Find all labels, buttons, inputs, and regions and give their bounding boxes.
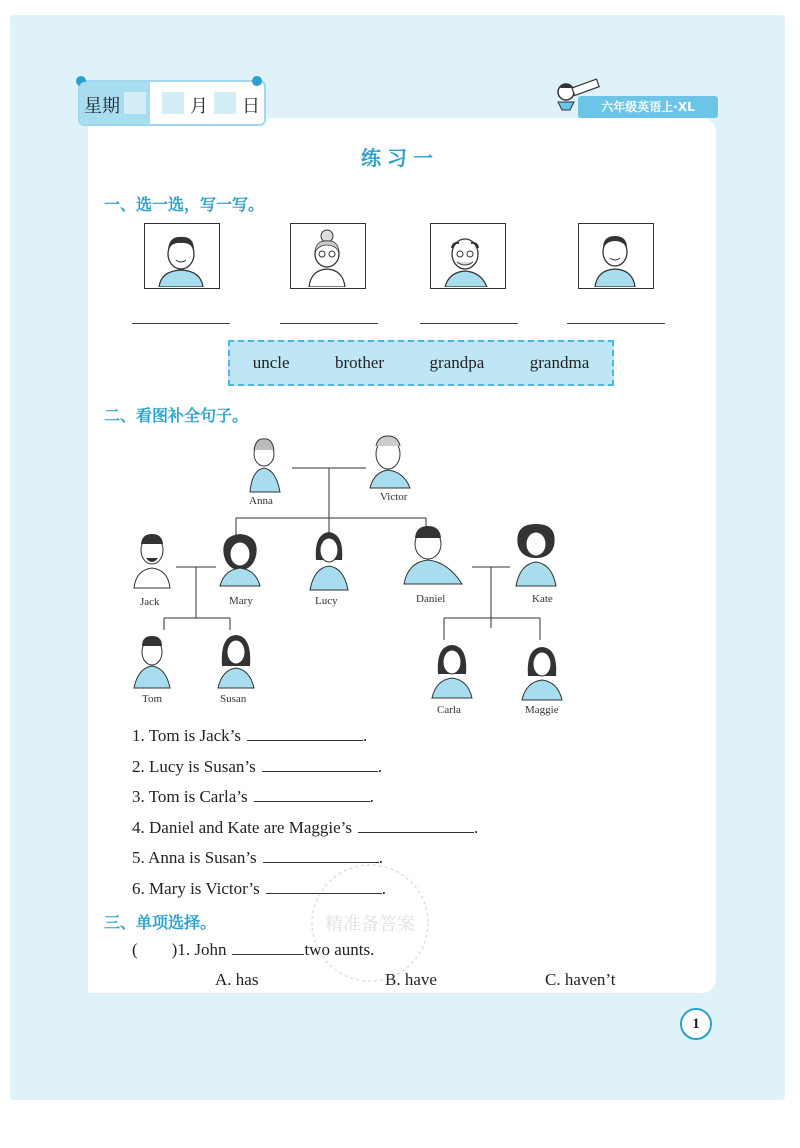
family-tree xyxy=(120,430,580,720)
boy-portrait-icon xyxy=(579,224,652,287)
sentence-end: . xyxy=(363,726,368,745)
person-mary-icon xyxy=(220,534,260,586)
sentence-end: . xyxy=(369,787,374,806)
answer-paren[interactable]: ( ) xyxy=(132,940,178,959)
answer-blank[interactable] xyxy=(247,739,363,741)
picture-grandma xyxy=(290,223,366,289)
sentence-4 xyxy=(132,818,478,838)
sentence-1 xyxy=(132,726,367,746)
family-tree-lines xyxy=(164,468,540,640)
picture-uncle xyxy=(144,223,220,289)
name-label-lucy: Lucy xyxy=(315,595,338,607)
name-label-susan: Susan xyxy=(220,693,247,705)
answer-line[interactable] xyxy=(567,323,665,324)
sentence-text: 2. Lucy is Susan’s xyxy=(132,757,256,776)
name-label-mary: Mary xyxy=(229,595,253,607)
weekday-field[interactable] xyxy=(124,92,146,114)
pin-icon xyxy=(252,76,262,86)
answer-line[interactable] xyxy=(132,323,230,324)
picture-brother xyxy=(578,223,654,289)
word-option: grandpa xyxy=(429,353,485,372)
man-portrait-icon xyxy=(145,224,218,287)
question-stem: 1. John xyxy=(177,940,227,959)
word-option: grandma xyxy=(529,353,590,372)
name-label-maggie: Maggie xyxy=(525,704,559,716)
watermark-stamp-icon xyxy=(305,858,435,988)
answer-line[interactable] xyxy=(420,323,518,324)
option-b[interactable]: B. have xyxy=(385,970,437,989)
person-susan-icon xyxy=(218,635,254,688)
person-carla-icon xyxy=(432,645,472,698)
name-label-victor: Victor xyxy=(380,491,408,503)
sentence-text: 6. Mary is Victor’s xyxy=(132,879,260,898)
word-bank xyxy=(228,340,614,386)
sentence-text: 5. Anna is Susan’s xyxy=(132,848,257,867)
page-title: 练习一 xyxy=(361,146,439,170)
person-victor-icon xyxy=(370,436,410,488)
answer-blank[interactable] xyxy=(262,770,378,772)
answer-blank[interactable] xyxy=(358,831,474,833)
day-label: 日 xyxy=(242,96,260,117)
name-label-anna: Anna xyxy=(249,495,273,507)
person-daniel-icon xyxy=(404,526,462,584)
section3-heading: 三、单项选择。 xyxy=(104,913,217,932)
day-field[interactable] xyxy=(214,92,236,114)
date-box xyxy=(78,80,266,126)
sentence-end: . xyxy=(381,879,386,898)
sentence-text: 4. Daniel and Kate are Maggie’s xyxy=(132,818,352,837)
name-label-jack: Jack xyxy=(140,596,160,608)
picture-grandpa xyxy=(430,223,506,289)
person-maggie-icon xyxy=(522,647,562,700)
month-field[interactable] xyxy=(162,92,184,114)
answer-line[interactable] xyxy=(280,323,378,324)
old-man-portrait-icon xyxy=(431,224,504,287)
sentence-end: . xyxy=(377,757,382,776)
sentence-2 xyxy=(132,757,382,777)
grade-tag: 六年级英语上·XL xyxy=(578,96,718,118)
svg-text:精准备答案: 精准备答案 xyxy=(325,914,415,935)
sentence-text: 1. Tom is Jack’s xyxy=(132,726,241,745)
person-kate-icon xyxy=(516,524,556,586)
name-label-tom: Tom xyxy=(142,693,163,705)
section1-heading: 一、选一选，写一写。 xyxy=(104,195,265,214)
question-stem-end: two aunts. xyxy=(304,940,375,959)
name-label-daniel: Daniel xyxy=(416,593,446,605)
page-number: 1 xyxy=(680,1008,712,1040)
section2-heading: 二、看图补全句子。 xyxy=(104,406,249,425)
sentence-end: . xyxy=(378,848,383,867)
month-label: 月 xyxy=(190,96,208,117)
name-label-kate: Kate xyxy=(532,593,553,605)
word-option: brother xyxy=(335,353,385,372)
sentence-end: . xyxy=(473,818,479,837)
person-tom-icon xyxy=(134,636,170,688)
answer-blank[interactable] xyxy=(232,953,304,955)
option-a[interactable]: A. has xyxy=(215,970,259,989)
weekday-label: 星期 xyxy=(84,96,120,117)
person-lucy-icon xyxy=(310,532,348,590)
word-option: uncle xyxy=(252,353,290,372)
name-label-carla: Carla xyxy=(437,704,461,716)
sentence-text: 3. Tom is Carla’s xyxy=(132,787,248,806)
sentence-3 xyxy=(132,787,374,807)
old-woman-portrait-icon xyxy=(291,224,364,287)
answer-blank[interactable] xyxy=(254,800,370,802)
person-anna-icon xyxy=(250,439,280,492)
option-c[interactable]: C. haven’t xyxy=(545,970,616,989)
person-jack-icon xyxy=(134,534,170,588)
